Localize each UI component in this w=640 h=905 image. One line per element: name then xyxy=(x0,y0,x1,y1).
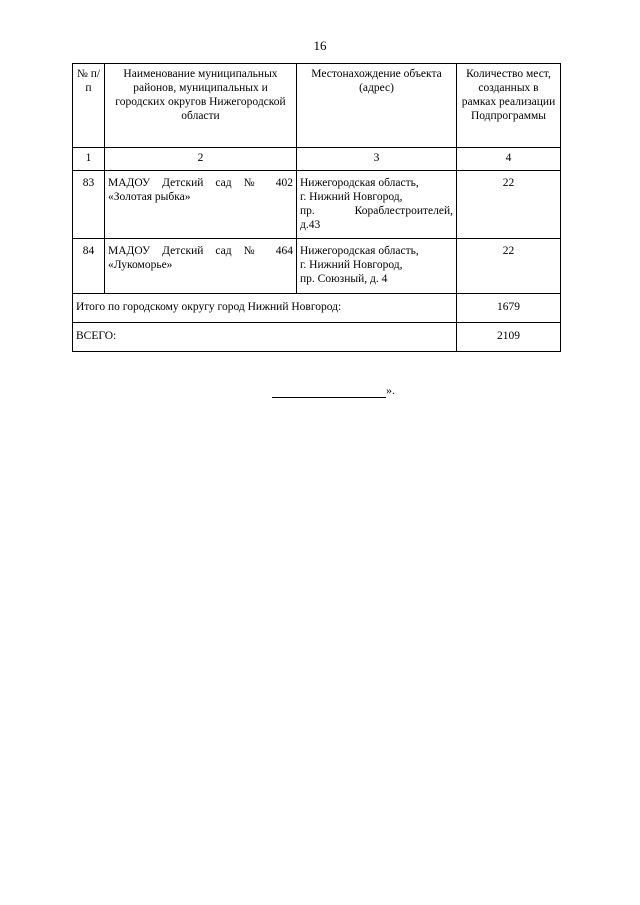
column-number: 4 xyxy=(457,148,561,171)
table-header-row xyxy=(73,64,561,148)
closing-quote: ». xyxy=(386,383,395,397)
subtotal-row xyxy=(73,294,561,323)
signature-underline xyxy=(272,386,386,398)
object-name: МАДОУ Детский сад № 402 «Золотая рыбка» xyxy=(105,171,297,239)
address-line: пр. Кораблестроителей, xyxy=(300,205,453,217)
column-number: 2 xyxy=(105,148,297,171)
total-label: ВСЕГО: xyxy=(73,323,457,352)
header-places-count: Количество мест, созданных в рамках реализации Подпрограммы xyxy=(457,64,561,148)
table-row xyxy=(73,171,561,239)
row-number: 84 xyxy=(73,239,105,294)
page-number: 16 xyxy=(313,38,327,53)
subtotal-label: Итого по городскому округу город Нижний Новгород: xyxy=(73,294,457,323)
table-row xyxy=(73,239,561,294)
header-number: № п/п xyxy=(73,64,105,148)
object-address xyxy=(297,239,457,294)
address-line: Нижегородская область, xyxy=(300,245,419,257)
row-number: 83 xyxy=(73,171,105,239)
column-number: 1 xyxy=(73,148,105,171)
address-line: г. Нижний Новгород, xyxy=(300,259,403,271)
header-address: Местонахождение объекта (адрес) xyxy=(297,64,457,148)
total-row xyxy=(73,323,561,352)
address-line: Нижегородская область, xyxy=(300,177,419,189)
object-name: МАДОУ Детский сад № 464 «Лукоморье» xyxy=(105,239,297,294)
column-number: 3 xyxy=(297,148,457,171)
header-municipality: Наименование муниципальных районов, муниципальных и городских округов Нижегородской области xyxy=(105,64,297,148)
address-line: д.43 xyxy=(300,219,321,231)
places-count: 22 xyxy=(457,239,561,294)
object-address xyxy=(297,171,457,239)
address-line: пр. Союзный, д. 4 xyxy=(300,273,388,285)
column-numbers-row xyxy=(73,148,561,171)
closing-line xyxy=(272,383,395,398)
places-count: 22 xyxy=(457,171,561,239)
subtotal-value: 1679 xyxy=(457,294,561,323)
places-table xyxy=(72,63,561,352)
total-value: 2109 xyxy=(457,323,561,352)
address-line: г. Нижний Новгород, xyxy=(300,191,403,203)
